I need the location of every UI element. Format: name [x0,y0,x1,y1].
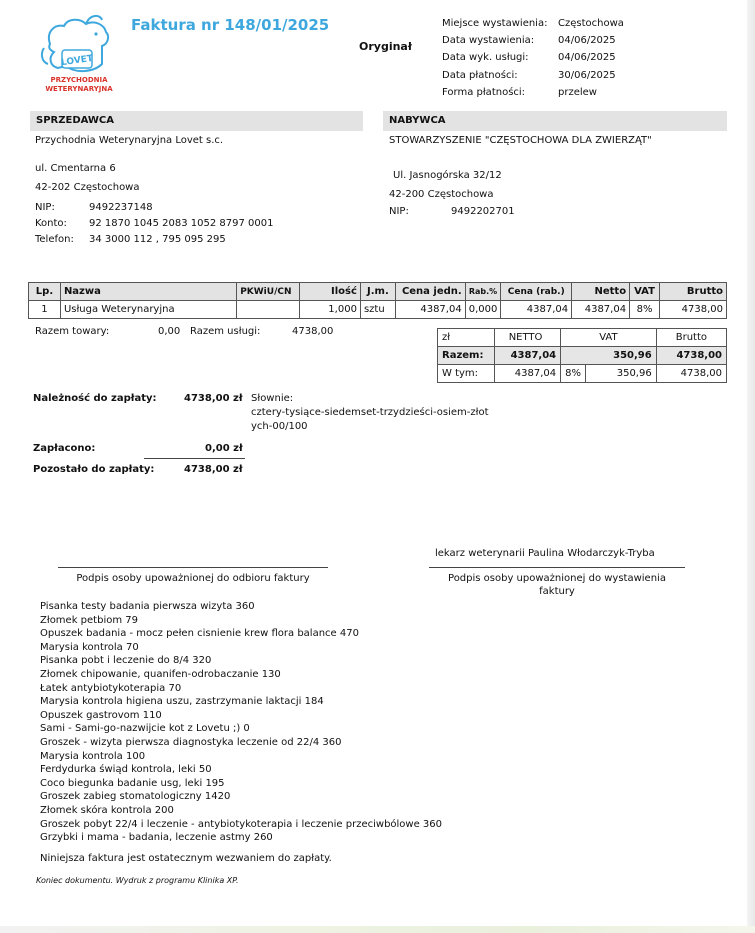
vat-head-vat: VAT [561,329,657,347]
list-item: Sami - Sami-go-nazwijcie kot z Lovetu ;) 0 [40,723,250,735]
vat-razem-brutto: 4738,00 [656,347,726,365]
col-disc-price: Cena (rab.) [501,283,572,301]
vat-razem-label: Razem: [438,347,495,365]
receiver-signature-caption: Podpis osoby upoważnionej do odbioru faktury [76,573,310,584]
issuer-signature-caption-2: faktury [539,586,575,597]
words-label: Słownie: [251,393,294,404]
vat-wtym-rate: 8% [561,365,586,383]
meta-due-value: 30/06/2025 [558,69,616,81]
seller-street: ul. Cmentarna 6 [35,163,116,174]
invoice-title: Faktura nr 148/01/2025 [131,16,330,34]
list-item: Marysia kontrola higiena uszu, zastrzymanie laktacji 184 [40,696,324,708]
buyer-nip-label: NIP: [389,206,409,217]
services-total-label: Razem usługi: [190,326,261,337]
seller-nip-value: 9492237148 [89,202,153,213]
meta-values [558,15,624,101]
list-item: Marysia kontrola 100 [40,750,146,762]
remaining-value: 4738,00 zł [184,464,243,475]
issuer-signature-line [429,567,685,568]
vat-summary-table [437,328,727,383]
vat-razem-netto: 4387,04 [494,347,560,365]
paid-label: Zapłacono: [33,443,96,454]
notes-list [40,600,442,845]
clinic-logo [36,14,122,100]
buyer-city: 42-200 Częstochowa [389,189,494,200]
paid-underline [144,458,245,459]
issuer-signature-caption-1: Podpis osoby upoważnionej do wystawienia [448,573,666,584]
list-item: Groszek - wizyta pierwsza diagnostyka leczenie od 22/4 360 [40,736,342,748]
seller-city: 42-202 Częstochowa [35,182,140,193]
dog-logo-icon [36,14,122,80]
seller-nip-label: NIP: [35,202,55,213]
issuer-name: lekarz weterynarii Paulina Włodarczyk-Tryba [435,548,655,559]
cell-unit-price: 4387,04 [395,301,465,319]
list-item: Opuszek badania - mocz pełen cisnienie krew flora balance 470 [40,628,359,640]
vat-wtym-netto: 4387,04 [494,365,560,383]
vat-wtym-brutto: 4738,00 [656,365,726,383]
col-unit: J.m. [360,283,395,301]
meta-service-label: Data wyk. usługi: [442,52,529,64]
meta-issue-value: 04/06/2025 [558,35,616,47]
meta-labels [442,15,547,101]
page-edge [747,0,755,933]
goods-total-label: Razem towary: [35,326,110,337]
amount-due-value: 4738,00 zł [184,393,243,404]
cell-brutto: 4738,00 [660,301,727,319]
vat-wtym-row [438,365,727,383]
vat-head-row [438,329,727,347]
vat-razem-vat: 350,96 [561,347,657,365]
col-netto: Netto [572,283,630,301]
final-reminder: Niniejsza faktura jest ostatecznym wezwaniem do zapłaty. [40,853,332,864]
list-item: Pisanka testy badania pierwsza wizyta 360 [40,601,255,612]
items-header-row [29,283,727,301]
cell-unit: sztu [360,301,395,319]
buyer-name: STOWARZYSZENIE "CZĘSTOCHOWA DLA ZWIERZĄT" [389,135,652,146]
col-pkwiu: PKWiU/CN [237,283,300,301]
receiver-signature-line [58,567,328,568]
end-note: Koniec dokumentu. Wydruk z programu Klinika XP. [36,876,239,885]
list-item: Łatek antybiotykoterapia 70 [40,682,182,694]
logo-line2: WETERYNARYJNA [45,85,113,93]
buyer-nip-value: 9492202701 [451,206,515,217]
meta-place-label: Miejsce wystawienia: [442,18,548,29]
col-brutto: Brutto [660,283,727,301]
meta-issue-label: Data wystawienia: [442,35,535,47]
vat-razem-row [438,347,727,365]
cell-pkwiu [237,301,300,319]
goods-total-value: 0,00 [158,326,181,337]
list-item: Coco biegunka badanie usg, leki 195 [40,777,225,789]
vat-head-currency: zł [438,329,495,347]
copy-label: Oryginał [359,40,412,53]
logo-line1: PRZYCHODNIA [50,76,108,84]
cell-vat: 8% [630,301,660,319]
paid-value: 0,00 zł [205,443,243,454]
list-item: Groszek zabieg stomatologiczny 1420 [40,791,231,803]
services-total-value: 4738,00 [292,326,334,337]
logo-brand-text: LOVET [60,53,94,69]
vat-wtym-label: W tym: [438,365,495,383]
seller-name: Przychodnia Weterynaryjna Lovet s.c. [35,135,224,146]
col-name: Nazwa [60,283,236,301]
seller-account-value: 92 1870 1045 2083 1052 8797 0001 [89,218,274,229]
words-line1: cztery-tysiące-siedemset-trzydzieści-osiem-złot [251,407,489,418]
vat-head-brutto: Brutto [656,329,726,347]
cell-lp: 1 [29,301,61,319]
meta-method-label: Forma płatności: [442,86,526,98]
list-item: Pisanka pobt i leczenie do 8/4 320 [40,655,212,667]
remaining-label: Pozostało do zapłaty: [33,464,155,475]
list-item: Złomek skóra kontrola 200 [40,804,174,816]
amount-due-label: Należność do zapłaty: [33,393,157,404]
cell-name: Usługa Weterynaryjna [60,301,236,319]
list-item: Złomek petbiom 79 [40,614,138,626]
vat-head-netto: NETTO [494,329,560,347]
col-discount: Rab.% [465,283,501,301]
vat-wtym-vat: 350,96 [586,365,657,383]
col-unit-price: Cena jedn. [395,283,465,301]
buyer-street: Ul. Jasnogórska 32/12 [393,170,502,181]
list-item: Opuszek gastrovom 110 [40,709,162,721]
seller-phone-value: 34 3000 112 , 795 095 295 [89,234,226,245]
list-item: Złomek chipowanie, quanifen-odrobaczanie 130 [40,668,281,680]
col-qty: Ilość [300,283,361,301]
cell-discount: 0,000 [465,301,501,319]
meta-place-value: Częstochowa [558,18,624,29]
words-line2: ych-00/100 [251,421,308,432]
seller-header: SPRZEDAWCA [30,111,363,131]
meta-method-value: przelew [558,86,597,98]
list-item: Groszek pobyt 22/4 i leczenie - antybiotykoterapia i leczenie przeciwbólowe 360 [40,818,443,830]
cell-disc-price: 4387,04 [501,301,572,319]
list-item: Marysia kontrola 70 [40,641,139,653]
meta-due-label: Data płatności: [442,69,518,81]
list-item: Grzybki i mama - badania, leczenie astmy 260 [40,832,273,844]
items-table [28,282,727,319]
table-row [29,301,727,319]
list-item: Ferdydurka świąd kontrola, leki 50 [40,764,212,776]
col-lp: Lp. [29,283,61,301]
buyer-header: NABYWCA [383,111,727,131]
cell-qty: 1,000 [300,301,361,319]
bottom-strip [0,926,755,933]
cell-netto: 4387,04 [572,301,630,319]
meta-service-value: 04/06/2025 [558,52,616,64]
col-vat: VAT [630,283,660,301]
seller-account-label: Konto: [35,218,67,229]
seller-phone-label: Telefon: [35,234,74,245]
